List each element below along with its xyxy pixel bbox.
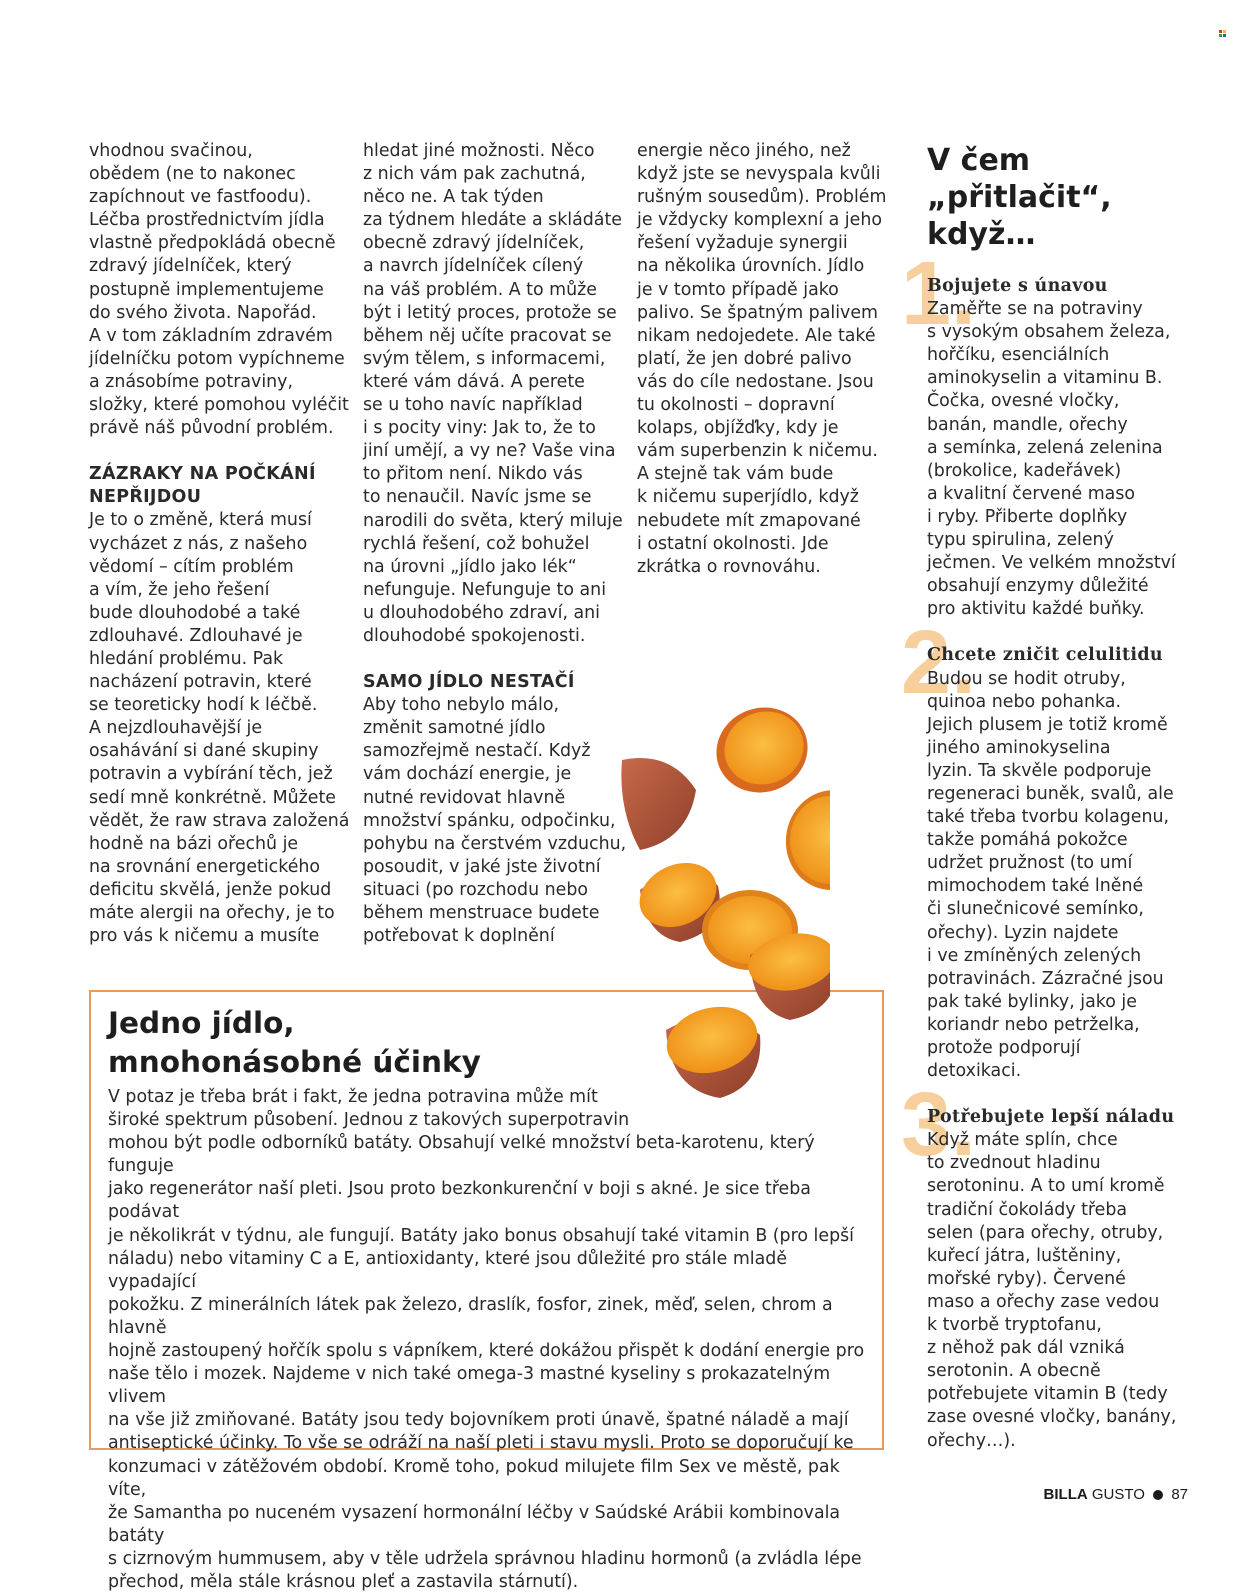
article-column-1	[89, 140, 351, 948]
tip-3-text: Když máte splín, chce to zvednout hladinu serotoninu. A to umí kromě tradiční čokolády třeba selen (para ořechy, otruby, kuřecí játra, luštěniny, mořské ryby). Červené maso a ořechy zase vedou k tvorbě tryptofanu, z něhož pak dál vzniká serotonin. A obecně potřebujete vitamin B (tedy zase ovesné vločky, banány, ořechy…).	[927, 1130, 1177, 1451]
sweet-potato-slice-right	[778, 783, 830, 897]
sweet-potato-illustration	[600, 690, 830, 1110]
tip-2	[901, 613, 1187, 1083]
sidebar-tips	[901, 140, 1187, 1453]
article-column-3	[637, 140, 907, 579]
column-1-paragraph-2: Je to o změně, která musí vycházet z nás, z našeho vědomí – cítím problém a vím, že jeho řešení bude dlouhodobé a také zdlouhavé. Zdlouhavé je hledání problému. Pak nacházení potravin, které se teoreticky hodí k léčbě. A nejzdlouhavější je osahávání si dané skupiny potravin a vybírání těch, jež sedí mně konkrétně. Můžete vědět, že raw strava založená hodně na bázi ořechů je na srovnání energetického deficitu skvělá, jenže pokud máte alergii na ořechy, je to pro vás k ničemu a musíte	[89, 510, 350, 947]
highlight-box-body: V potaz je třeba brát i fakt, že jedna potravina může mít široké spektrum působení. Jednou z takových superpotravin mohou být podle odborníků batáty. Obsahují velké množství beta-karotenu, který funguje jako regenerátor naší pleti. Jsou proto bezkonkurenční v boji s akné. Je sice třeba podávat je několikrát v týdnu, ale fungují. Batáty jako bonus obsahují také vitamin B (pro lepší náladu) nebo vitaminy C a E, antioxidanty, které jsou důležité pro stále mladě vypadající pokožku. Z minerálních látek pak železo, draslík, fosfor, zinek, měď, selen, chrom a hlavně hojně zastoupený hořčík spolu s vápníkem, které dokážou přispět k dodání energie pro naše tělo i mozek. Najdeme v nich také omega-3 mastné kyseliny s prokazatelným vlivem na vše již zmiňované. Batáty jsou tedy bojovníkem proti únavě, špatné náladě a mají antiseptické účinky. To vše se odráží na naší pleti i stavu mysli. Proto se doporučují ke konzumaci v zátěžovém období. Kromě toho, pokud milujete film Sex ve městě, pak víte, že Samantha po nuceném vysazení hormonální léčby v Saúdské Arábii kombinovala batáty s cizrnovým hummusem, aby v těle udržela správnou hladinu hormonů (a zvládla lépe přechod, měla stále krásnou pleť a zastavila stárnutí).	[108, 1087, 865, 1592]
tip-2-text: Budou se hodit otruby, quinoa nebo pohanka. Jejich plusem je totiž kromě jiného aminokyselina lyzin. Ta skvěle podporuje regeneraci buněk, svalů, ale také třeba tvorbu kolagenu, takže pomáhá pokožce udržet pružnost (to umí mimochodem také lněné či slunečnicové semínko, ořechy). Lyzin najdete i ve zmíněných zelených potravinách. Zázračné jsou pak také bylinky, jako je koriandr nebo petrželka, protože podporují detoxikaci.	[927, 668, 1174, 1082]
column-2-paragraph-2: Aby toho nebylo málo, změnit samotné jídlo samozřejmě nestačí. Když vám dochází energie, je nutné revidovat hlavně množství spánku, odpočinku, pohybu na čerstvém vzduchu, posoudit, v jaké jste životní situaci (po rozchodu nebo během menstruace budete potřebovat k doplnění	[363, 695, 627, 947]
sidebar-title: V čem „přitlačit“, když…	[927, 143, 1112, 252]
footer-magazine: GUSTO	[1091, 1486, 1145, 1503]
tip-1	[901, 244, 1187, 621]
footer-page-number: 87	[1171, 1486, 1188, 1503]
page-footer	[1044, 1486, 1188, 1503]
sweet-potato-piece-bottom	[659, 997, 764, 1098]
column-2-paragraph-1: hledat jiné možnosti. Něco z nich vám pak zachutná, něco ne. A tak týden za týdnem hledáte a skládáte obecně zdravý jídelníček, a navrch jídelníček cílený na váš problém. A to může být i letitý proces, protože se během něj učíte pracovat se svým tělem, s informacemi, které vám dává. A perete se u toho navíc například i s pocity viny: Jak to, že to jiní umějí, a vy ne? Vaše vina to přitom není. Nikdo vás to nenaučil. Navíc jsme se narodili do světa, který miluje rychlá řešení, což bohužel na úrovni „jídlo jako lék“ nefunguje. Nefunguje to ani u dlouhodobého zdraví, ani dlouhodobé spokojenosti.	[363, 141, 623, 646]
tip-3	[901, 1075, 1187, 1452]
footer-brand: BILLA	[1043, 1486, 1088, 1503]
footer-dot	[1153, 1490, 1163, 1500]
tip-3-number: 3.	[901, 1075, 977, 1176]
tip-3-heading: Potřebujete lepší náladu	[927, 1107, 1175, 1128]
corner-color-mark	[1219, 30, 1228, 37]
tip-1-number: 1.	[901, 244, 977, 344]
sweet-potato-chunk-left	[621, 758, 696, 850]
sweet-potato-slice-top	[704, 695, 819, 805]
tip-1-heading: Bojujete s únavou	[927, 276, 1108, 296]
article-column-2	[363, 140, 629, 948]
tip-2-heading: Chcete zničit celulitidu	[927, 645, 1163, 666]
section-heading-zazraky: ZÁZRAKY NA POČKÁNÍ NEPŘIJDOU	[89, 464, 316, 508]
tip-2-number: 2.	[901, 613, 977, 714]
column-1-paragraph-1: vhodnou svačinou, obědem (ne to nakonec zapíchnout ve fastfoodu). Léčba prostřednictvím jídla vlastně předpokládá obecně zdravý jídelníček, který postupně implementujeme do svého života. Napořád. A v tom základním zdravém jídelníčku potom vypíchneme a znásobíme potraviny, složky, které pomohou vyléčit právě náš původní problém.	[89, 141, 349, 439]
tip-1-text: Zaměřte se na potraviny s vysokým obsahem železa, hořčíku, esenciálních aminokyselin a vitaminu B. Čočka, ovesné vločky, banán, mandle, ořechy a semínka, zelená zelenina (brokolice, kadeřávek) a kvalitní červené maso i ryby. Přiberte doplňky typu spirulina, zelený ječmen. Ve velkém množství obsahují enzymy důležité pro aktivitu každé buňky.	[927, 299, 1176, 620]
section-heading-samo-jidlo: SAMO JÍDLO NESTAČÍ	[363, 672, 575, 693]
column-3-paragraph-1: energie něco jiného, než když jste se nevyspala kvůli rušným sousedům). Problém je vždycky komplexní a jeho řešení vyžaduje synergii na několika úrovních. Jídlo je v tomto případě jako palivo. Se špatným palivem nikam nedojedete. Ale také platí, že jen dobré palivo vás do cíle nedostane. Jsou tu okolnosti – dopravní kolaps, objížďky, kdy je vám superbenzin k ničemu. A stejně tak vám bude k ničemu superjídlo, když nebudete mít zmapované i ostatní okolnosti. Jde zkrátka o rovnováhu.	[637, 141, 887, 577]
highlight-box-title: Jedno jídlo, mnohonásobné účinky	[108, 1006, 481, 1079]
